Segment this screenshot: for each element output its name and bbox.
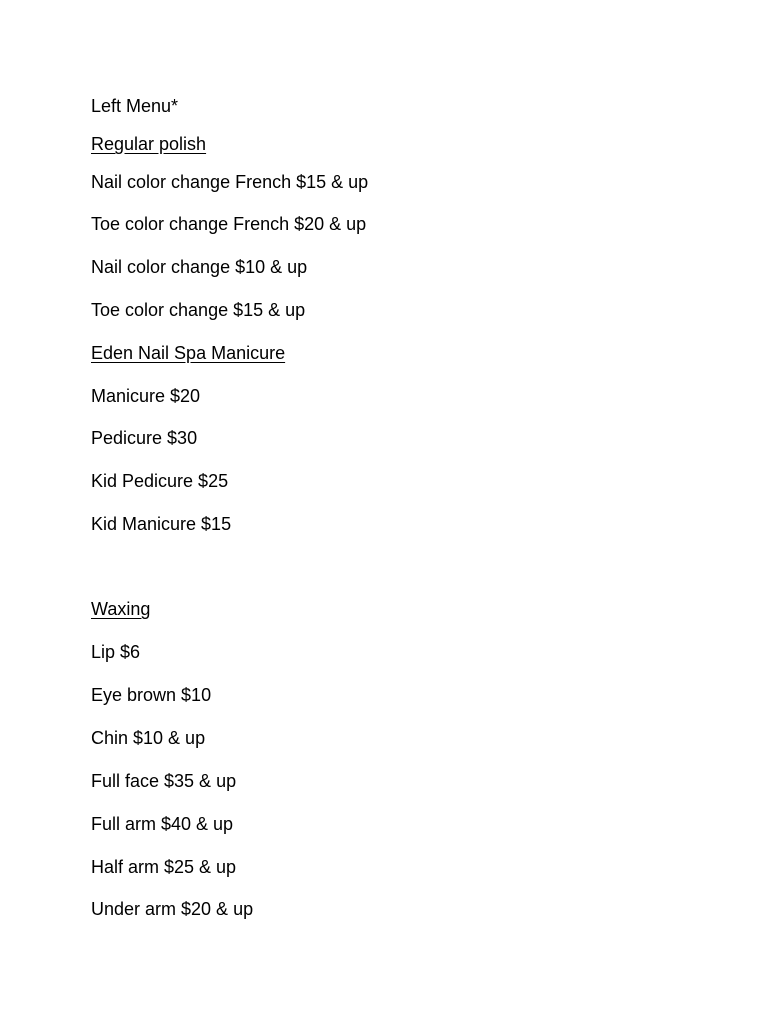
menu-item: Half arm $25 & up [91, 857, 237, 877]
menu-item: Pedicure $30 [91, 428, 198, 448]
menu-item: Kid Manicure $15 [91, 514, 232, 534]
menu-item: Chin $10 & up [91, 728, 206, 748]
section-heading-waxing: Waxing [91, 599, 151, 619]
menu-item: Eye brown $10 [91, 685, 212, 705]
section-heading-manicure: Eden Nail Spa Manicure [91, 343, 286, 363]
menu-item: Toe color change $15 & up [91, 300, 306, 320]
section-heading-regular-polish: Regular polish [91, 134, 207, 154]
menu-item: Under arm $20 & up [91, 899, 254, 919]
menu-item: Toe color change French $20 & up [91, 214, 367, 234]
document-title: Left Menu* [91, 96, 179, 116]
menu-item: Kid Pedicure $25 [91, 471, 229, 491]
menu-item: Nail color change French $15 & up [91, 172, 369, 192]
menu-item: Lip $6 [91, 642, 141, 662]
menu-item: Manicure $20 [91, 386, 201, 406]
menu-item: Full face $35 & up [91, 771, 237, 791]
menu-item: Nail color change $10 & up [91, 257, 308, 277]
menu-item: Full arm $40 & up [91, 814, 234, 834]
